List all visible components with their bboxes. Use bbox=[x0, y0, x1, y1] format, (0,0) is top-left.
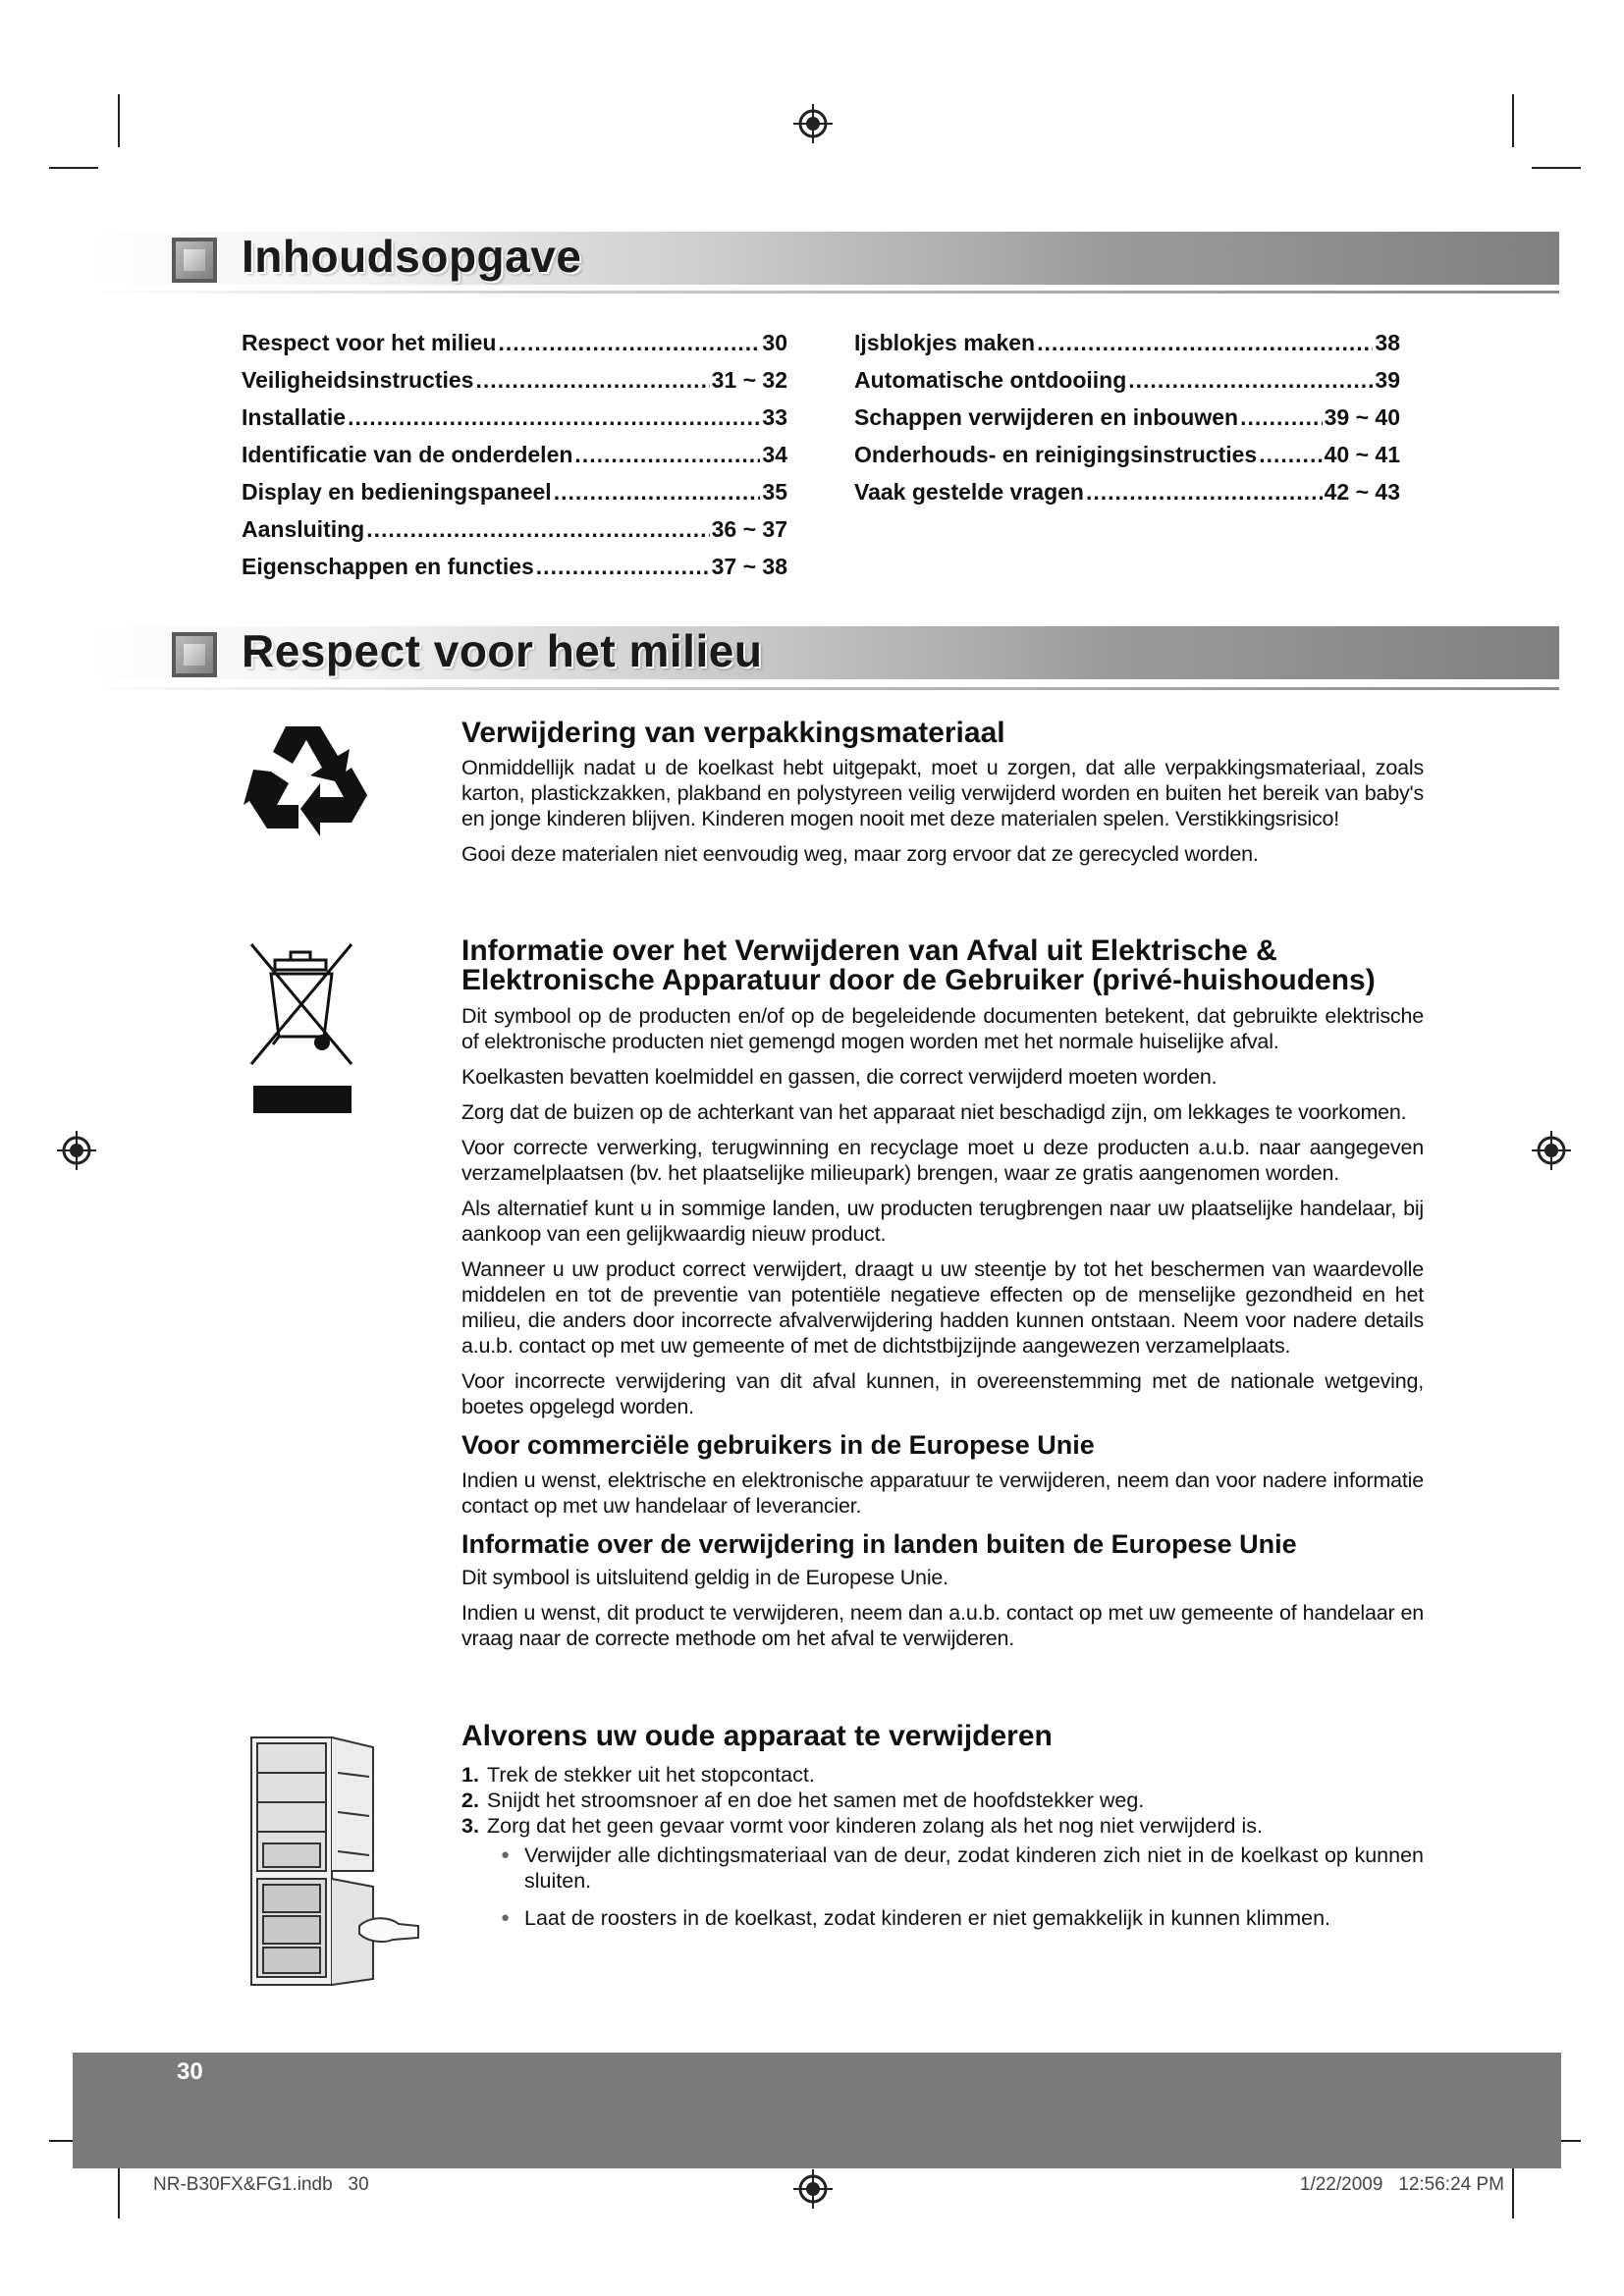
toc-leader bbox=[1259, 442, 1322, 468]
toc-leader bbox=[1128, 367, 1373, 394]
toc-leader bbox=[536, 554, 710, 580]
open-fridge-illustration bbox=[245, 1734, 426, 1991]
toc-entry-page: 37 ~ 38 bbox=[711, 554, 787, 579]
toc-entry-label: Onderhouds- en reinigingsinstructies bbox=[854, 442, 1258, 467]
toc-left-column bbox=[242, 330, 787, 591]
crop-mark bbox=[118, 94, 120, 147]
toc-entry-page: 38 bbox=[1375, 330, 1400, 355]
toc-entry-page: 31 ~ 32 bbox=[711, 367, 787, 393]
packaging-paragraph: Onmiddellijk nadat u de koelkast hebt uitgepakt, moet u zorgen, dat alle verpakkingsmateriaal, zoals karton, plastickzakken, plakband en polystyreen veilig verwijderd worden en buiten het bereik van baby's en jonge kinderen blijven. Kinderen mogen nooit met deze materialen spelen. Verstikkingsrisico! bbox=[461, 756, 1424, 830]
header-square-icon bbox=[172, 632, 217, 677]
toc-entry-label: Eigenschappen en functies bbox=[242, 554, 534, 579]
packaging-section bbox=[461, 717, 1424, 877]
weee-paragraph: Voor incorrecte verwijdering van dit afval kunnen, in overeenstemming met de nationale wetgeving, boetes opgelegd worden. bbox=[461, 1369, 1424, 1418]
outside-eu-heading: Informatie over de verwijdering in landen buiten de Europese Unie bbox=[461, 1529, 1297, 1559]
toc-entry-page: 40 ~ 41 bbox=[1324, 442, 1400, 467]
header-underline bbox=[88, 687, 1559, 690]
safety-bullets bbox=[461, 1842, 1424, 1931]
crop-mark bbox=[1512, 94, 1514, 147]
registration-mark-icon bbox=[1530, 1129, 1573, 1172]
commercial-heading: Voor commerciële gebruikers in de Europese Unie bbox=[461, 1430, 1095, 1460]
toc-leader bbox=[554, 479, 761, 506]
list-item: ● Laat de roosters in de koelkast, zodat kinderen er niet gemakkelijk in kunnen klimmen. bbox=[501, 1905, 1424, 1931]
toc-entry[interactable] bbox=[242, 516, 787, 554]
toc-entry[interactable] bbox=[242, 330, 787, 367]
registration-mark-icon bbox=[791, 102, 835, 145]
toc-leader bbox=[574, 442, 760, 468]
toc-leader bbox=[366, 516, 709, 543]
header-square-icon bbox=[172, 238, 217, 283]
weee-section bbox=[461, 936, 1424, 1661]
list-item bbox=[461, 1762, 1424, 1788]
toc-entry[interactable] bbox=[242, 554, 787, 591]
print-slug-timestamp: 1/22/2009 12:56:24 PM bbox=[1299, 2174, 1504, 2195]
toc-entry-label: Display en bedieningspaneel bbox=[242, 479, 552, 505]
toc-entry-page: 42 ~ 43 bbox=[1324, 479, 1400, 505]
toc-entry-page: 39 ~ 40 bbox=[1324, 404, 1400, 430]
weee-paragraph: Wanneer u uw product correct verwijdert, draagt u uw steentje by tot het beschermen van waardevolle middelen en tot de preventie van potentiële negatieve effecten op de menselijke gezondheid en het milieu, die anders door incorrecte afvalverwijdering hadden kunnen ontstaan. Neem voor nadere details a.u.b. contact op met uw gemeente of met de dichtstbijzijnde aangewezen verzamelplaats. bbox=[461, 1257, 1424, 1358]
list-item: ● Verwijder alle dichtingsmateriaal van de deur, zodat kinderen zich niet in de koelkast op kunnen sluiten. bbox=[501, 1842, 1424, 1894]
toc-entry-label: Respect voor het milieu bbox=[242, 330, 497, 355]
toc-entry-page: 30 bbox=[762, 330, 787, 355]
toc-header bbox=[0, 232, 1624, 298]
outside-eu-paragraph: Dit symbool is uitsluitend geldig in de Europese Unie. bbox=[461, 1566, 948, 1589]
weee-paragraph: Dit symbool op de producten en/of op de begeleidende documenten betekent, dat gebruikte elektrische of elektronische producten niet gemengd mogen worden met het normale huiselijke afval. bbox=[461, 1004, 1424, 1053]
toc-leader bbox=[1037, 330, 1373, 356]
toc-leader bbox=[1086, 479, 1323, 506]
toc-entry[interactable] bbox=[242, 367, 787, 404]
weee-paragraph: Voor correcte verwerking, terugwinning en recyclage moet u deze producten a.u.b. naar aangegeven verzamelplaatsen (bv. het plaatselijke milieupark) brengen, waar ze gratis aangenomen worden. bbox=[461, 1136, 1424, 1185]
toc-entry-label: Installatie bbox=[242, 404, 347, 430]
toc-entry-label: Ijsblokjes maken bbox=[854, 330, 1036, 355]
old-appliance-heading: Alvorens uw oude apparaat te verwijderen bbox=[461, 1720, 1053, 1752]
print-slug-filename: NR-B30FX&FG1.indb 30 bbox=[153, 2174, 369, 2195]
toc-entry-label: Identificatie van de onderdelen bbox=[242, 442, 573, 467]
step-number: 1. bbox=[461, 1763, 479, 1787]
toc-entry[interactable] bbox=[854, 404, 1400, 442]
crop-mark bbox=[1532, 167, 1581, 169]
toc-entry[interactable] bbox=[854, 479, 1400, 516]
toc-entry[interactable] bbox=[242, 479, 787, 516]
commercial-paragraph: Indien u wenst, elektrische en elektronische apparatuur te verwijderen, neem dan voor nadere informatie contact op met uw handelaar of leverancier. bbox=[461, 1468, 1424, 1518]
toc-leader bbox=[1240, 404, 1323, 431]
toc-entry[interactable] bbox=[854, 367, 1400, 404]
step-number: 2. bbox=[461, 1789, 479, 1812]
outside-eu-paragraph: Indien u wenst, dit product te verwijderen, neem dan a.u.b. contact op met uw gemeente of handelaar en vraag naar de correcte methode om het afval te verwijderen. bbox=[461, 1601, 1424, 1650]
weee-paragraph: Zorg dat de buizen op de achterkant van het apparaat niet beschadigd zijn, om lekkages te voorkomen. bbox=[461, 1100, 1407, 1124]
toc-entry-page: 35 bbox=[762, 479, 787, 505]
weee-paragraph: Koelkasten bevatten koelmiddel en gassen, die correct verwijderd moeten worden. bbox=[461, 1065, 1218, 1089]
crop-mark bbox=[118, 2165, 120, 2218]
registration-mark-icon bbox=[791, 2167, 835, 2211]
toc-leader bbox=[498, 330, 760, 356]
toc-entry-label: Aansluiting bbox=[242, 516, 365, 542]
disposal-steps bbox=[461, 1762, 1424, 1839]
list-item bbox=[461, 1813, 1424, 1839]
step-number: 3. bbox=[461, 1814, 479, 1838]
toc-entry[interactable] bbox=[242, 442, 787, 479]
toc-entry-label: Vaak gestelde vragen bbox=[854, 479, 1084, 505]
weee-paragraph: Als alternatief kunt u in sommige landen, uw producten terugbrengen naar uw plaatselijke handelaar, bij aankoop van een gelijkwaardig nieuw product. bbox=[461, 1197, 1424, 1246]
toc-entry[interactable] bbox=[854, 442, 1400, 479]
step-text: Zorg dat het geen gevaar vormt voor kinderen zolang als het nog niet verwijderd is. bbox=[487, 1814, 1263, 1838]
crop-mark bbox=[1512, 2165, 1514, 2218]
toc-entry-page: 33 bbox=[762, 404, 787, 430]
weee-heading: Informatie over het Verwijderen van Afval uit Elektrische & Elektronische Apparatuur door de Gebruiker (privé-huishoudens) bbox=[461, 934, 1376, 996]
recycle-icon bbox=[242, 719, 369, 838]
environment-header bbox=[0, 626, 1624, 693]
toc-entry-label: Schappen verwijderen en inbouwen bbox=[854, 404, 1239, 430]
toc-entry-page: 36 ~ 37 bbox=[711, 516, 787, 542]
header-underline bbox=[88, 291, 1559, 294]
toc-leader bbox=[475, 367, 709, 394]
packaging-heading: Verwijdering van verpakkingsmateriaal bbox=[461, 717, 1005, 749]
footer-bar bbox=[73, 2053, 1561, 2168]
crossed-wheelie-bin-icon bbox=[245, 938, 359, 1115]
toc-leader bbox=[348, 404, 760, 431]
toc-entry[interactable] bbox=[854, 330, 1400, 367]
toc-title: Inhoudsopgave bbox=[242, 231, 582, 282]
old-appliance-section bbox=[461, 1720, 1424, 1943]
registration-mark-icon bbox=[55, 1129, 98, 1172]
toc-entry-page: 34 bbox=[762, 442, 787, 467]
environment-title: Respect voor het milieu bbox=[242, 625, 763, 676]
toc-entry-page: 39 bbox=[1375, 367, 1400, 393]
toc-entry-label: Automatische ontdooiing bbox=[854, 367, 1127, 393]
list-item bbox=[461, 1788, 1424, 1813]
toc-entry[interactable] bbox=[242, 404, 787, 442]
step-text: Snijdt het stroomsnoer af en doe het samen met de hoofdstekker weg. bbox=[487, 1789, 1145, 1812]
toc-entry-label: Veiligheidsinstructies bbox=[242, 367, 474, 393]
step-text: Trek de stekker uit het stopcontact. bbox=[487, 1763, 815, 1787]
packaging-paragraph: Gooi deze materialen niet eenvoudig weg, maar zorg ervoor dat ze gerecycled worden. bbox=[461, 842, 1259, 866]
crop-mark bbox=[49, 167, 98, 169]
toc-right-column bbox=[854, 330, 1400, 516]
page-number: 30 bbox=[177, 2058, 203, 2085]
